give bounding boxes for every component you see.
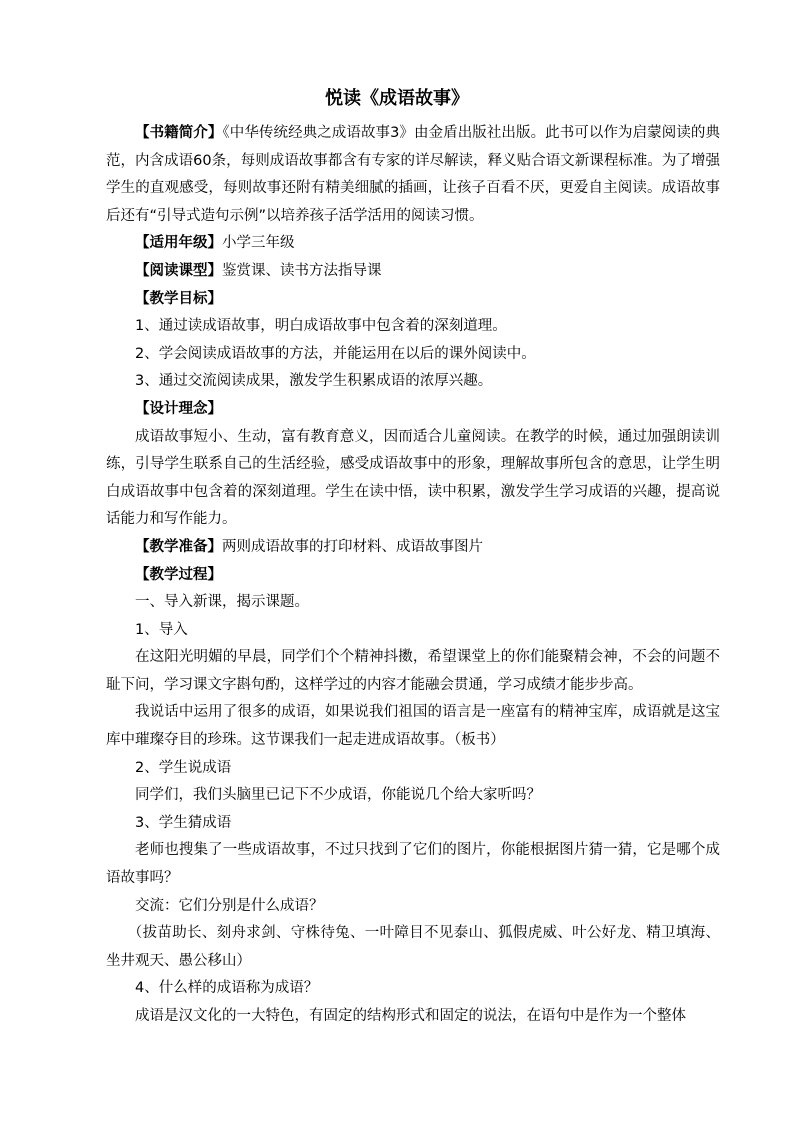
prep-label: 【教学准备】 bbox=[135, 538, 222, 555]
prep-paragraph bbox=[106, 534, 720, 562]
book-intro-paragraph bbox=[106, 120, 720, 230]
grade-text: 小学三年级 bbox=[222, 235, 295, 252]
process-label: 【教学过程】 bbox=[135, 566, 222, 583]
page-title: 悦读《成语故事》 bbox=[325, 88, 469, 109]
substep-paragraph: 同学们，我们头脑里已记下不少成语，你能说几个给大家听吗？ bbox=[135, 787, 541, 804]
substep-paragraph: 在这阳光明媚的早晨，同学们个个精神抖擞，希望课堂上的你们能聚精会神，不会的问题不耻下问，学习课文字斟句酌，这样学过的内容才能融会贯通，学习成绩才能步步高。 bbox=[106, 649, 720, 693]
book-intro-label: 【书籍简介】 bbox=[135, 125, 223, 141]
goal-item: 2、学会阅读成语故事的方法，并能运用在以后的课外阅读中。 bbox=[135, 345, 536, 362]
book-intro-text: 《中华传统经典之成语故事3》由金盾出版社出版。此书可以作为启蒙阅读的典范，内含成语60条，每则成语故事都含有专家的详尽解读，释义贴合语文新课程标准。为了增强学生的直观感受，每则故事还附有精美细腻的插画，让孩子百看不厌，更爱自主阅读。成语故事后还有“引导式造句示例”以培养孩子活学活用的阅读习惯。 bbox=[106, 125, 720, 224]
concept-heading bbox=[106, 396, 720, 424]
concept-paragraph: 成语故事短小、生动，富有教育意义，因而适合儿童阅读。在教学的时候，通过加强朗读训练，引导学生联系自己的生活经验，感受成语故事中的形象，理解故事所包含的意思，让学生明白成语故事中包含着的深刻道理。学生在读中悟，读中积累，激发学生学习成语的兴趣，提高说话能力和写作能力。 bbox=[106, 428, 720, 528]
substep-paragraph: 老师也搜集了一些成语故事，不过只找到了它们的图片，你能根据图片猜一猜，它是哪个成语故事吗？ bbox=[106, 842, 720, 887]
substep-heading: 2、学生说成语 bbox=[135, 759, 232, 776]
concept-label: 【设计理念】 bbox=[135, 400, 222, 417]
goal-item: 1、通过读成语故事，明白成语故事中包含着的深刻道理。 bbox=[135, 318, 507, 335]
substep-paragraph: 成语是汉文化的一大特色，有固定的结构形式和固定的说法，在语句中是作为一个整体 bbox=[135, 1008, 686, 1024]
idiom-list-paragraph: （拔苗助长、刻舟求剑、守株待兔、一叶障目不见泰山、狐假虎威、叶公好龙、精卫填海、坐井观天、愚公移山） bbox=[106, 925, 720, 969]
substep-paragraph: 我说话中运用了很多的成语，如果说我们祖国的语言是一座富有的精神宝库，成语就是这宝库中璀璨夺目的珍珠。这节课我们一起走进成语故事。（板书） bbox=[106, 704, 720, 749]
substep-heading: 3、学生猜成语 bbox=[135, 814, 232, 831]
lesson-type-text: 鉴赏课、读书方法指导课 bbox=[222, 262, 382, 279]
substep-paragraph: 交流：它们分别是什么成语？ bbox=[135, 897, 324, 914]
goals-label: 【教学目标】 bbox=[135, 290, 222, 307]
document-body bbox=[106, 120, 720, 1031]
process-step-heading: 一、导入新课，揭示课题。 bbox=[135, 594, 309, 611]
substep-heading: 4、什么样的成语称为成语？ bbox=[135, 980, 319, 997]
goal-item: 3、通过交流阅读成果，激发学生积累成语的浓厚兴趣。 bbox=[135, 373, 493, 390]
process-heading bbox=[106, 562, 720, 590]
prep-text: 两则成语故事的打印材料、成语故事图片 bbox=[222, 538, 483, 555]
substep-heading: 1、导入 bbox=[135, 621, 188, 638]
grade-label: 【适用年级】 bbox=[135, 235, 222, 252]
lesson-type-paragraph bbox=[106, 258, 720, 286]
lesson-type-label: 【阅读课型】 bbox=[135, 262, 222, 279]
goals-heading bbox=[106, 286, 720, 314]
grade-paragraph bbox=[106, 230, 720, 258]
